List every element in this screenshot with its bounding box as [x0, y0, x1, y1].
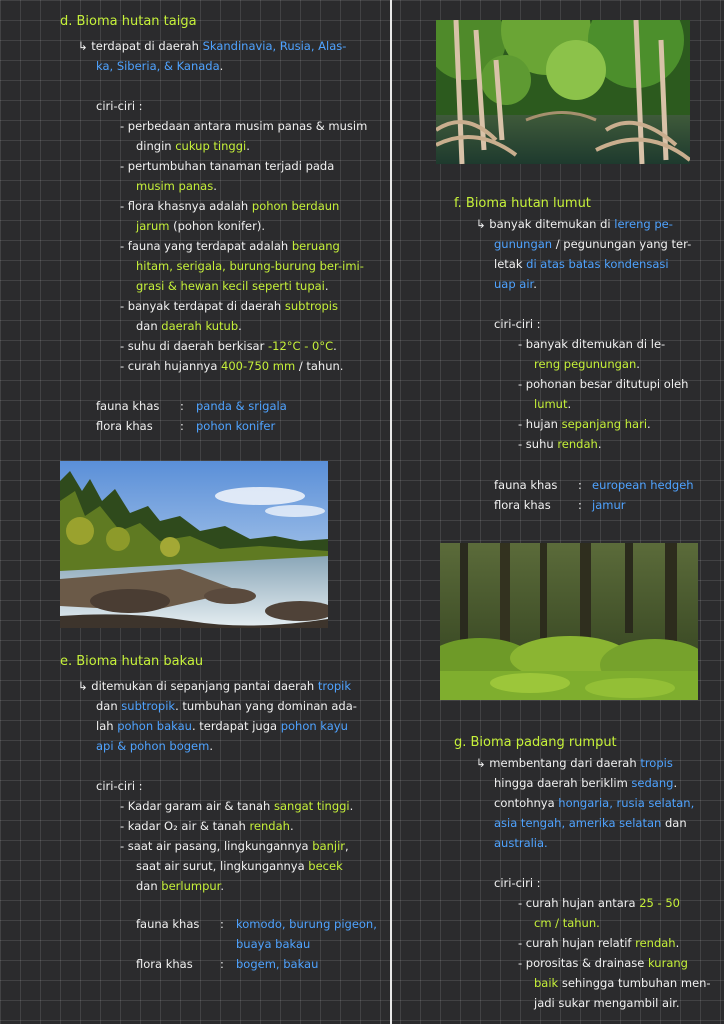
mangrove-photo: [436, 20, 690, 164]
taiga-flora: flora khas : pohon konifer: [96, 419, 276, 433]
taiga-ciri-label: ciri-ciri :: [96, 99, 143, 113]
taiga-heading: d. Bioma hutan taiga: [60, 14, 197, 29]
lumut-flora: flora khas : jamur: [494, 498, 626, 512]
lumut-line1: ↳ banyak ditemukan di lereng pe-: [476, 217, 673, 231]
lumut-bullet-4: - suhu rendah.: [518, 437, 602, 451]
taiga-bullet-3-cont: jarum (pohon konifer).: [136, 219, 265, 233]
rumput-bullet-3: - porositas & drainase kurang: [518, 956, 688, 970]
rumput-bullet-2: - curah hujan relatif rendah.: [518, 936, 680, 950]
rumput-line3: contohnya hongaria, rusia selatan,: [494, 796, 695, 810]
taiga-bullet-1: - perbedaan antara musim panas & musim: [120, 119, 368, 133]
taiga-bullet-3: - flora khasnya adalah pohon berdaun: [120, 199, 340, 213]
moss-forest-photo: [440, 543, 698, 700]
taiga-bullet-2: - pertumbuhan tanaman terjadi pada: [120, 159, 335, 173]
bakau-fauna-cont: buaya bakau: [236, 937, 311, 951]
lumut-line4: uap air.: [494, 277, 537, 291]
bakau-line2: dan subtropik. tumbuhan yang dominan ada-: [96, 699, 357, 713]
taiga-bullet-4: - fauna yang terdapat adalah beruang: [120, 239, 340, 253]
taiga-fauna: fauna khas : panda & srigala: [96, 399, 287, 413]
rumput-bullet-3-cont2: jadi sukar mengambil air.: [534, 996, 680, 1010]
bakau-bullet-1: - Kadar garam air & tanah sangat tinggi.: [120, 799, 354, 813]
bakau-ciri-label: ciri-ciri :: [96, 779, 143, 793]
lumut-heading: f. Bioma hutan lumut: [454, 196, 591, 211]
rumput-bullet-3-cont: baik sehingga tumbuhan men-: [534, 976, 711, 990]
bakau-bullet-3-cont2: dan berlumpur.: [136, 879, 225, 893]
bakau-bullet-2: - kadar O₂ air & tanah rendah.: [120, 819, 294, 833]
bakau-fauna: fauna khas : komodo, burung pigeon,: [136, 917, 377, 931]
bakau-bullet-3: - saat air pasang, lingkungannya banjir,: [120, 839, 349, 853]
taiga-intro-line1: ↳ terdapat di daerah Skandinavia, Rusia, Alas-: [78, 39, 347, 53]
lumut-bullet-1: - banyak ditemukan di le-: [518, 337, 666, 351]
rumput-ciri-label: ciri-ciri :: [494, 876, 541, 890]
rumput-line2: hingga daerah beriklim sedang.: [494, 776, 678, 790]
taiga-bullet-2-cont: musim panas.: [136, 179, 217, 193]
rumput-bullet-1-cont: cm / tahun.: [534, 916, 600, 930]
lumut-line3: letak di atas batas kondensasi: [494, 257, 669, 271]
taiga-bullet-5: - banyak terdapat di daerah subtropis: [120, 299, 338, 313]
rumput-bullet-1: - curah hujan antara 25 - 50: [518, 896, 680, 910]
taiga-bullet-5-cont: dan daerah kutub.: [136, 319, 242, 333]
bakau-heading: e. Bioma hutan bakau: [60, 654, 204, 669]
bakau-line1: ↳ ditemukan di sepanjang pantai daerah tropik: [78, 679, 352, 693]
taiga-bullet-4-cont: hitam, serigala, burung-burung ber-imi-: [136, 259, 364, 273]
lumut-ciri-label: ciri-ciri :: [494, 317, 541, 331]
taiga-photo: [60, 461, 328, 628]
rumput-line5: australia.: [494, 836, 548, 850]
taiga-bullet-6: - suhu di daerah berkisar -12°C - 0°C.: [120, 339, 337, 353]
rumput-line4: asia tengah, amerika selatan dan: [494, 816, 687, 830]
lumut-bullet-3: - hujan sepanjang hari.: [518, 417, 651, 431]
lumut-line2: gunungan / pegunungan yang ter-: [494, 237, 692, 251]
lumut-bullet-2-cont: lumut.: [534, 397, 572, 411]
rumput-line1: ↳ membentang dari daerah tropis: [476, 756, 673, 770]
lumut-fauna: fauna khas : european hedgeh: [494, 478, 694, 492]
lumut-bullet-2: - pohonan besar ditutupi oleh: [518, 377, 689, 391]
taiga-intro-line2: ka, Siberia, & Kanada.: [96, 59, 224, 73]
bakau-line4: api & pohon bogem.: [96, 739, 213, 753]
bakau-line3: lah pohon bakau. terdapat juga pohon kayu: [96, 719, 348, 733]
bakau-flora: flora khas : bogem, bakau: [136, 957, 319, 971]
taiga-bullet-7: - curah hujannya 400-750 mm / tahun.: [120, 359, 344, 373]
bakau-bullet-3-cont: saat air surut, lingkungannya becek: [136, 859, 343, 873]
lumut-bullet-1-cont: reng pegunungan.: [534, 357, 640, 371]
rumput-heading: g. Bioma padang rumput: [454, 735, 617, 750]
taiga-bullet-4-cont2: grasi & hewan kecil seperti tupai.: [136, 279, 329, 293]
column-divider: [390, 0, 392, 1024]
taiga-bullet-1-cont: dingin cukup tinggi.: [136, 139, 250, 153]
